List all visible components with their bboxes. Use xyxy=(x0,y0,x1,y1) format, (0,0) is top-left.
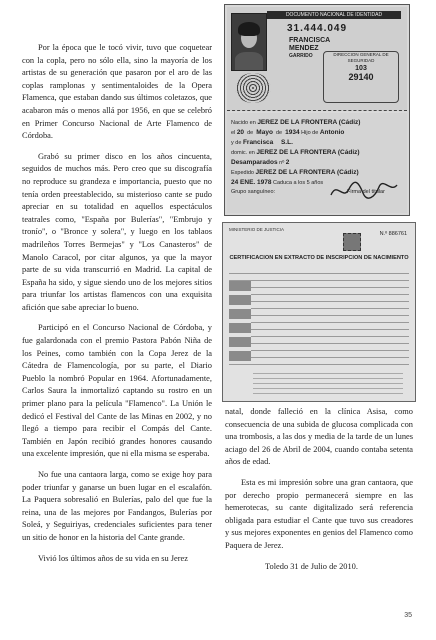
id-mother-row xyxy=(231,139,293,146)
id-number: 31.444.049 xyxy=(287,23,348,34)
revenue-stamp xyxy=(343,233,361,251)
certificate-header: MINISTERIO DE JUSTICIA xyxy=(229,227,285,232)
label: Nacido en xyxy=(231,120,256,126)
id-street-row xyxy=(231,159,289,166)
father-name: Antonio xyxy=(319,129,345,136)
signature-icon xyxy=(327,175,401,205)
certificate-body xyxy=(229,267,409,367)
mother-name: Francisca xyxy=(242,139,274,146)
label: Expedido xyxy=(231,170,254,176)
paragraph: Vivió los últimos años de su vida en su Jerez xyxy=(38,553,188,563)
label: Hijo de xyxy=(301,130,319,136)
id-card-back xyxy=(227,113,407,213)
paragraph: natal, donde falleció en la clínica Asisa, como consecuencia de una subida de glucosa complicada con una trombosis, a las dos y media de la tarde de un lunes aciago del 26 de Abril de 2004, cuando contaba setenta años de edad. xyxy=(225,407,413,467)
paragraph: Esta es mi impresión sobre una gran cantaora, que por derecho propio permanecerá siempre en las hemerotecas, su cante digitalizado será referencia obligada para estudiar el Cante que tuvo sus creadores y sus mejores exponentes en genios del Flamenco como Paquera de Jerez. xyxy=(225,477,413,550)
label: Grupo sanguíneo: xyxy=(231,189,276,195)
id-surname-2: GARRIDO xyxy=(289,53,313,59)
paragraph: Participó en el Concurso Nacional de Córdoba, y fue galardonada con el premio Pastora Pabón Niña de los Peines, como también con la Copa Jerez de la Cátedra de Flamencología, por su parte, el Diario Pueblo la nombró Popular en 1964. Afortunadamente, Carlos Saura la inmortalizó captando su rostro en un primer plano para la película "Flamenco". La Unión le dedicó el Festival del Cante de las Minas en 2002, y no llegó a tiempo para recibir el Compás del Cante. También en Japón recibió grandes honores causando una excelente impresión, que ni ella misma se esperaba. xyxy=(22,323,212,459)
stamp-number: 29140 xyxy=(348,72,374,82)
birth-year: 1934 xyxy=(285,129,300,136)
birth-certificate-image xyxy=(222,222,416,402)
certificate-note xyxy=(253,369,403,395)
paragraph: Por la época que le tocó vivir, tuvo que coquetear con la copla, pero no sólo ella, sino la mayoría de los artistas de su generación que pasaron por el aro de las coplas ramplonas y sentimentaloides de la Opera Flamenca, que estaban dando sus últimos coletazos, que acabaron más o menos allá por 1956, en que se celebró en Primer Concurso Nacional de Arte Flamenco de Córdoba. xyxy=(22,43,212,141)
fingerprint-icon xyxy=(235,73,271,103)
house-number: 2 xyxy=(285,159,290,166)
id-first-name: FRANCISCA xyxy=(289,37,331,44)
id-signature-label: Firma del titular xyxy=(347,189,385,195)
id-date-row: el 20 de Mayo de 1934 Hijo de Antonio xyxy=(231,129,345,136)
id-expiry-row xyxy=(231,179,323,186)
issued-place: JEREZ DE LA FRONTERA (Cádiz) xyxy=(255,169,359,176)
certificate-serial: N.º 886761 xyxy=(379,231,407,237)
address: JEREZ DE LA FRONTERA (Cádiz) xyxy=(256,149,360,156)
birth-month: Mayo xyxy=(256,129,273,136)
id-card-image xyxy=(224,4,410,216)
id-blood-row xyxy=(231,189,275,195)
id-surname-1: MENDEZ xyxy=(289,45,319,52)
certificate-stamps xyxy=(229,281,251,361)
id-birth-row xyxy=(231,119,360,126)
left-column xyxy=(22,42,212,565)
official-stamp xyxy=(323,51,399,103)
street: Desamparados xyxy=(231,159,278,166)
stamp-text: DIRECCION GENERAL DE SEGURIDAD xyxy=(333,52,389,63)
portrait-photo xyxy=(231,13,267,71)
birth-day: 20 xyxy=(236,129,245,136)
label: domic. en xyxy=(231,150,255,156)
id-card-header: DOCUMENTO NACIONAL DE IDENTIDAD xyxy=(267,11,401,19)
stamp-code: 103 xyxy=(355,65,367,72)
date-line: Toledo 31 de Julio de 2010. xyxy=(265,561,358,571)
id-card-front xyxy=(227,7,407,111)
id-address-row xyxy=(231,149,360,156)
label: Caduca a los 5 años xyxy=(273,180,324,186)
civil-state: S.L. xyxy=(280,139,293,146)
label: nº xyxy=(279,160,285,166)
issued-date: 24 ENE. 1978 xyxy=(231,179,272,186)
paragraph: Grabó su primer disco en los años cincuenta, seguidos de muchos más. Pero creo que su discografía no reproduce su grandeza e importancia, puesto que no tenía orden preestablecido, su misterioso cante se pudo apreciar en su totalidad en aquellos espectáculos teatrales como, "España por Bulerías", "Embrujo y tronío", o "Bronce y solera", y luego en los tablaos madrileños Torres Bermejas" y "Los Canasteros" de Manolo Caracol, por citar algunos, ya que la mayor parte de su vida transcurrió en Madrid. La capital de España ha sido, y sigue siendo uno de los mejores sitios para triunfar los artistas flamencos con una exquisita afición que sabe apreciar lo bueno. xyxy=(22,151,212,312)
right-column xyxy=(225,406,413,581)
certificate-title: CERTIFICACION EN EXTRACTO DE INSCRIPCION DE NACIMIENTO xyxy=(229,255,409,261)
paragraph: No fue una cantaora larga, como se exige hoy para poder triunfar y ganarse un buen lugar en el escalafón. La Paquera sobresalió en Bulerías, palo del que fue la reina, una de las mejores por Fandangos, Bulerías por Soleá, y Seguiriyas, credenciales suficientes para tener un sitio de honor en la historia del Cante grande. xyxy=(22,470,212,542)
page-number: 35 xyxy=(404,612,412,619)
label: el xyxy=(231,130,236,136)
label: y de xyxy=(231,140,242,146)
birthplace: JEREZ DE LA FRONTERA (Cádiz) xyxy=(257,119,361,126)
